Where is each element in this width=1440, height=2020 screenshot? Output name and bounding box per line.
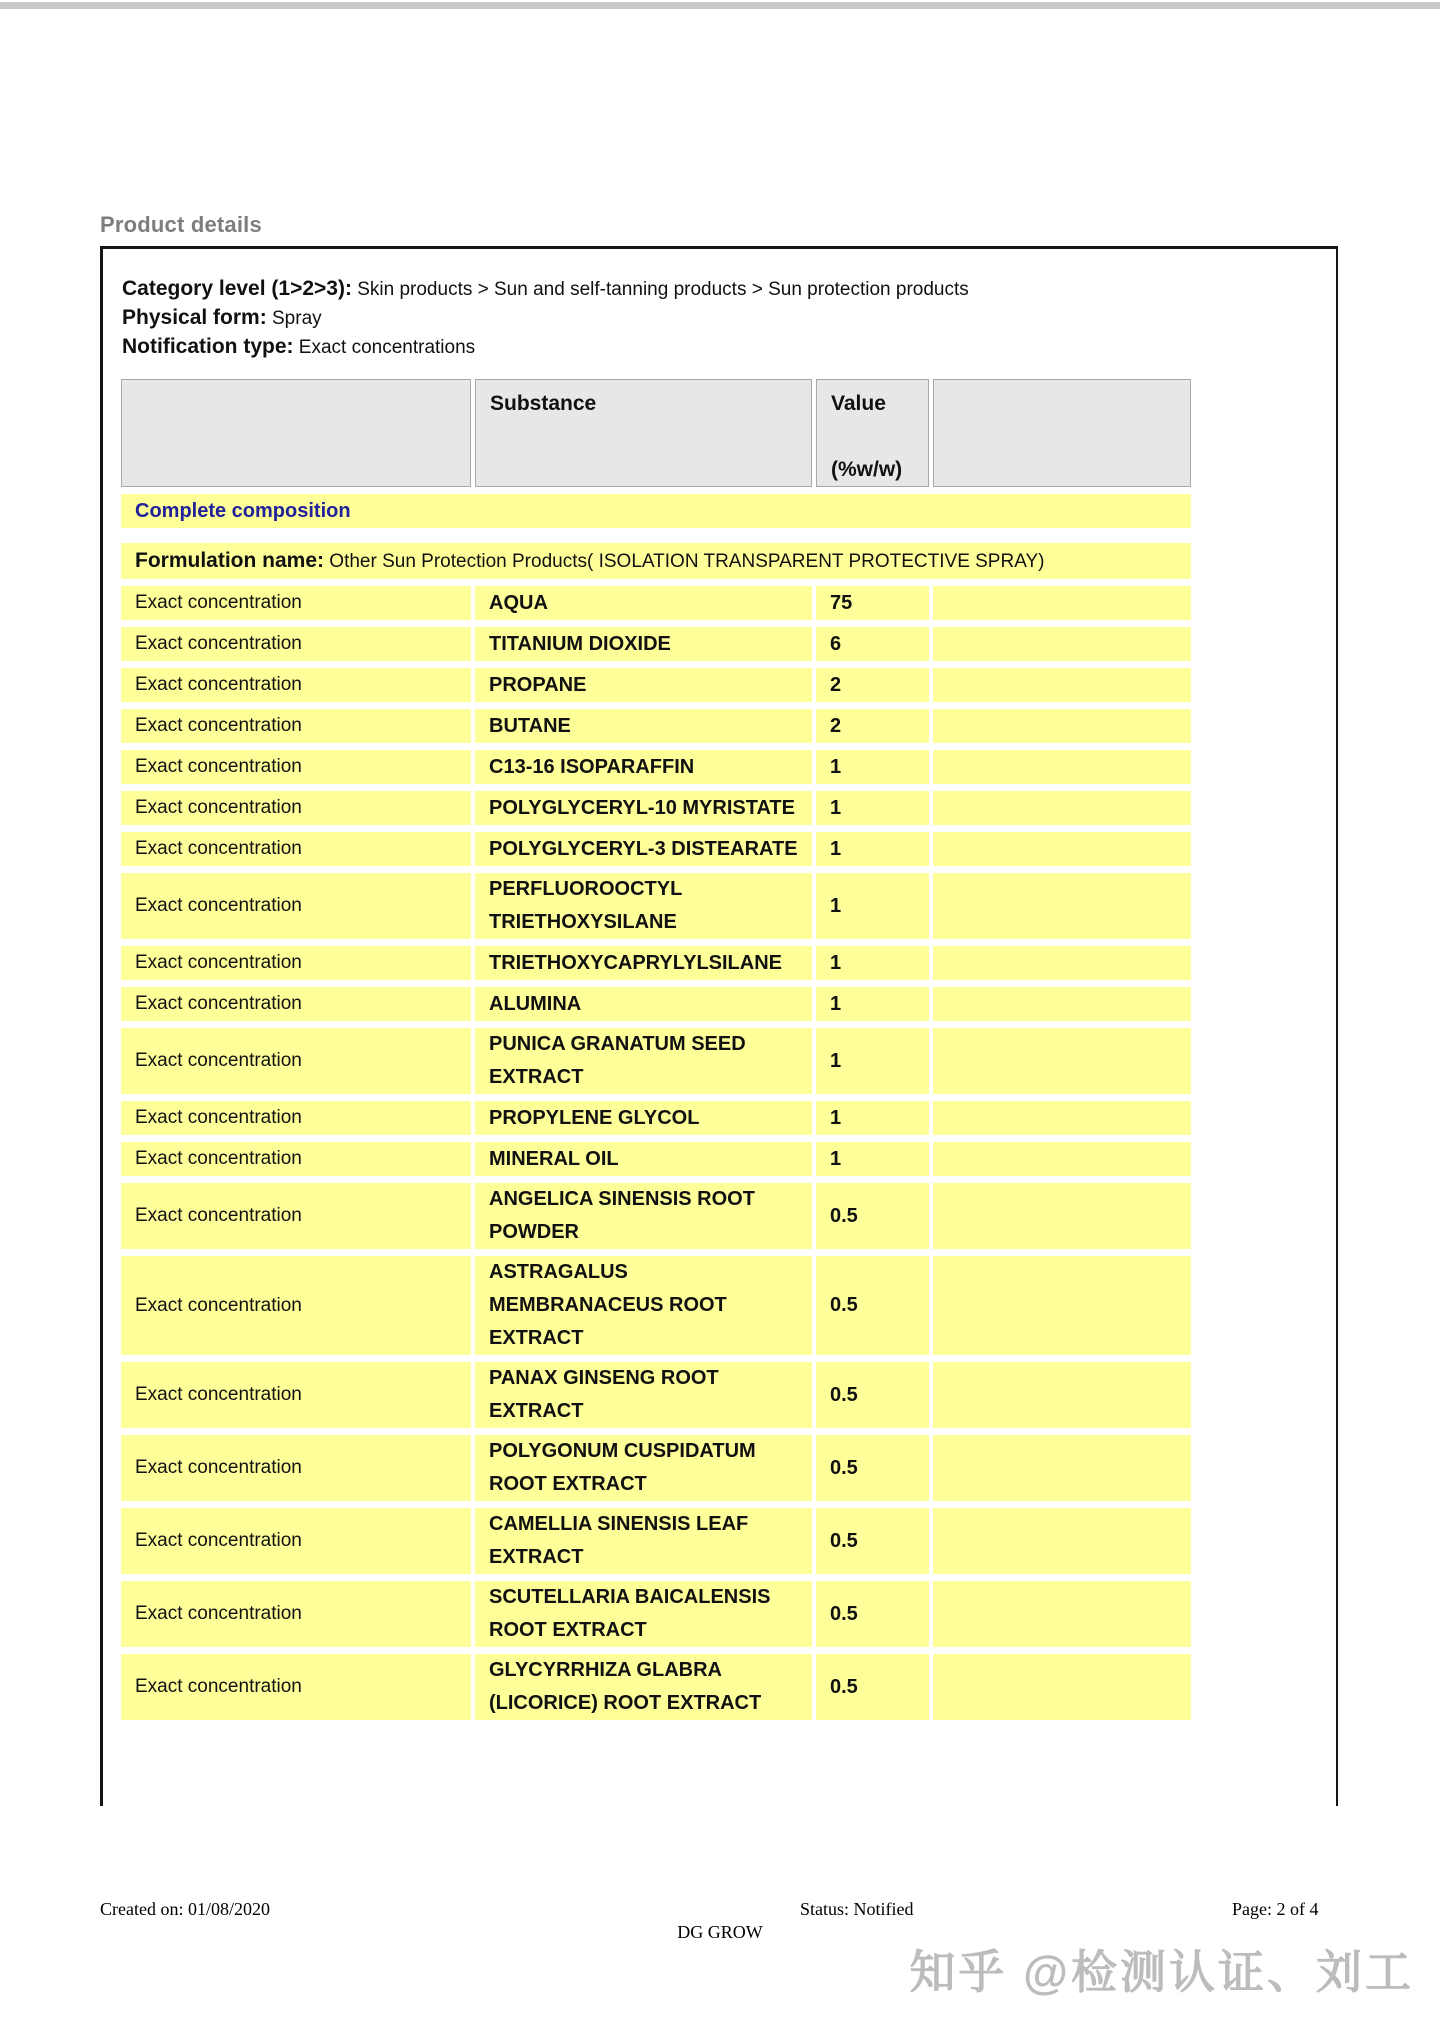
physical-form-label: Physical form: — [122, 306, 267, 329]
value-cell: 1 — [816, 1028, 929, 1094]
header-value-cell — [816, 379, 929, 487]
substance-cell: TRIETHOXYCAPRYLYLSILANE — [475, 946, 812, 980]
substance-row — [121, 1028, 1191, 1094]
substance-row — [121, 946, 1191, 980]
empty-cell — [933, 1101, 1191, 1135]
row-type-cell: Exact concentration — [121, 946, 471, 980]
formulation-name-label: Formulation name: — [135, 549, 325, 572]
substance-cell: TITANIUM DIOXIDE — [475, 627, 812, 661]
row-type-cell: Exact concentration — [121, 1508, 471, 1574]
substance-row — [121, 1581, 1191, 1647]
substance-cell: C13-16 ISOPARAFFIN — [475, 750, 812, 784]
category-level-line — [122, 275, 1336, 304]
category-level-value: Skin products > Sun and self-tanning products > Sun protection products — [357, 279, 969, 300]
value-header-label: Value — [831, 392, 886, 415]
section-row — [121, 494, 1191, 528]
product-meta — [103, 249, 1336, 362]
substance-cell: POLYGONUM CUSPIDATUM ROOT EXTRACT — [475, 1435, 812, 1501]
row-type-cell: Exact concentration — [121, 1101, 471, 1135]
substance-cell: PUNICA GRANATUM SEED EXTRACT — [475, 1028, 812, 1094]
substance-cell: ASTRAGALUS MEMBRANACEUS ROOT EXTRACT — [475, 1256, 812, 1355]
value-cell: 0.5 — [816, 1256, 929, 1355]
value-cell: 75 — [816, 586, 929, 620]
substance-cell: PERFLUOROOCTYL TRIETHOXYSILANE — [475, 873, 812, 939]
physical-form-line — [122, 304, 1336, 333]
substance-cell: BUTANE — [475, 709, 812, 743]
value-cell: 0.5 — [816, 1362, 929, 1428]
substance-row — [121, 709, 1191, 743]
header-empty-cell — [121, 379, 471, 487]
value-cell: 1 — [816, 750, 929, 784]
substance-cell: PANAX GINSENG ROOT EXTRACT — [475, 1362, 812, 1428]
value-cell: 1 — [816, 832, 929, 866]
row-type-cell: Exact concentration — [121, 1435, 471, 1501]
substance-cell: ANGELICA SINENSIS ROOT POWDER — [475, 1183, 812, 1249]
substance-row — [121, 1508, 1191, 1574]
empty-cell — [933, 946, 1191, 980]
substance-cell: CAMELLIA SINENSIS LEAF EXTRACT — [475, 1508, 812, 1574]
empty-cell — [933, 1654, 1191, 1720]
table-header-row — [121, 379, 1191, 487]
substance-row — [121, 1142, 1191, 1176]
dg-grow-text: DG GROW — [677, 1922, 763, 1942]
substance-header-label: Substance — [490, 392, 597, 415]
substance-row — [121, 791, 1191, 825]
row-type-cell: Exact concentration — [121, 668, 471, 702]
row-type-cell: Exact concentration — [121, 1142, 471, 1176]
row-type-cell: Exact concentration — [121, 1654, 471, 1720]
notification-type-label: Notification type: — [122, 335, 294, 358]
value-cell: 2 — [816, 668, 929, 702]
composition-rows — [121, 586, 1191, 1720]
substance-cell: GLYCYRRHIZA GLABRA (LICORICE) ROOT EXTRACT — [475, 1654, 812, 1720]
value-header-unit: (%w/w) — [831, 458, 903, 481]
empty-cell — [933, 1028, 1191, 1094]
substance-row — [121, 586, 1191, 620]
row-type-cell: Exact concentration — [121, 750, 471, 784]
row-type-cell: Exact concentration — [121, 1183, 471, 1249]
empty-cell — [933, 873, 1191, 939]
value-cell: 2 — [816, 709, 929, 743]
value-cell: 0.5 — [816, 1435, 929, 1501]
empty-cell — [933, 987, 1191, 1021]
spacer-cell — [121, 535, 1191, 536]
substance-cell: SCUTELLARIA BAICALENSIS ROOT EXTRACT — [475, 1581, 812, 1647]
notification-type-line — [122, 333, 1336, 362]
value-cell: 1 — [816, 1142, 929, 1176]
empty-cell — [933, 832, 1191, 866]
row-type-cell: Exact concentration — [121, 873, 471, 939]
value-cell: 0.5 — [816, 1581, 929, 1647]
formulation-row — [121, 543, 1191, 579]
header-empty-cell-right — [933, 379, 1191, 487]
product-details-box — [100, 246, 1338, 1806]
row-type-cell: Exact concentration — [121, 1362, 471, 1428]
row-type-cell: Exact concentration — [121, 586, 471, 620]
empty-cell — [933, 709, 1191, 743]
substance-cell: POLYGLYCERYL-3 DISTEARATE — [475, 832, 812, 866]
empty-cell — [933, 1256, 1191, 1355]
value-cell: 0.5 — [816, 1654, 929, 1720]
value-cell: 6 — [816, 627, 929, 661]
empty-cell — [933, 1142, 1191, 1176]
empty-cell — [933, 627, 1191, 661]
notification-type-value: Exact concentrations — [298, 337, 476, 358]
formulation-name-value: Other Sun Protection Products( ISOLATION TRANSPARENT PROTECTIVE SPRAY) — [329, 551, 1045, 572]
row-type-cell: Exact concentration — [121, 1581, 471, 1647]
substance-cell: AQUA — [475, 586, 812, 620]
spacer-row — [121, 535, 1191, 536]
substance-row — [121, 1362, 1191, 1428]
substance-row — [121, 668, 1191, 702]
row-type-cell: Exact concentration — [121, 987, 471, 1021]
substance-row — [121, 1101, 1191, 1135]
status-text: Status: Notified — [800, 1899, 914, 1919]
header-substance-cell — [475, 379, 812, 487]
row-type-cell: Exact concentration — [121, 1028, 471, 1094]
row-type-cell: Exact concentration — [121, 1256, 471, 1355]
empty-cell — [933, 1581, 1191, 1647]
page-title: Product details — [100, 212, 262, 237]
complete-composition-label: Complete composition — [121, 494, 1191, 528]
row-type-cell: Exact concentration — [121, 791, 471, 825]
value-cell: 1 — [816, 987, 929, 1021]
top-page-strip — [0, 2, 1440, 9]
substance-row — [121, 627, 1191, 661]
empty-cell — [933, 1362, 1191, 1428]
watermark-text: 知乎 @检测认证、刘工 — [909, 1946, 1414, 1998]
category-level-label: Category level (1>2>3): — [122, 277, 352, 300]
value-cell: 1 — [816, 791, 929, 825]
formulation-name-cell — [121, 543, 1191, 579]
empty-cell — [933, 1183, 1191, 1249]
substance-cell: ALUMINA — [475, 987, 812, 1021]
row-type-cell: Exact concentration — [121, 832, 471, 866]
substance-cell: PROPANE — [475, 668, 812, 702]
empty-cell — [933, 668, 1191, 702]
substance-cell: POLYGLYCERYL-10 MYRISTATE — [475, 791, 812, 825]
empty-cell — [933, 791, 1191, 825]
substance-cell: PROPYLENE GLYCOL — [475, 1101, 812, 1135]
value-cell: 1 — [816, 1101, 929, 1135]
physical-form-value: Spray — [272, 308, 322, 329]
empty-cell — [933, 1508, 1191, 1574]
value-cell: 0.5 — [816, 1508, 929, 1574]
empty-cell — [933, 1435, 1191, 1501]
value-cell: 1 — [816, 946, 929, 980]
empty-cell — [933, 586, 1191, 620]
substance-row — [121, 1183, 1191, 1249]
substance-row — [121, 750, 1191, 784]
substance-row — [121, 832, 1191, 866]
substance-row — [121, 1256, 1191, 1355]
empty-cell — [933, 750, 1191, 784]
substance-row — [121, 1435, 1191, 1501]
row-type-cell: Exact concentration — [121, 627, 471, 661]
composition-table — [117, 372, 1195, 1727]
value-cell: 1 — [816, 873, 929, 939]
substance-cell: MINERAL OIL — [475, 1142, 812, 1176]
page-number-text: Page: 2 of 4 — [1232, 1899, 1319, 1919]
substance-row — [121, 873, 1191, 939]
created-on-text: Created on: 01/08/2020 — [100, 1899, 270, 1919]
substance-row — [121, 987, 1191, 1021]
substance-row — [121, 1654, 1191, 1720]
row-type-cell: Exact concentration — [121, 709, 471, 743]
value-cell: 0.5 — [816, 1183, 929, 1249]
